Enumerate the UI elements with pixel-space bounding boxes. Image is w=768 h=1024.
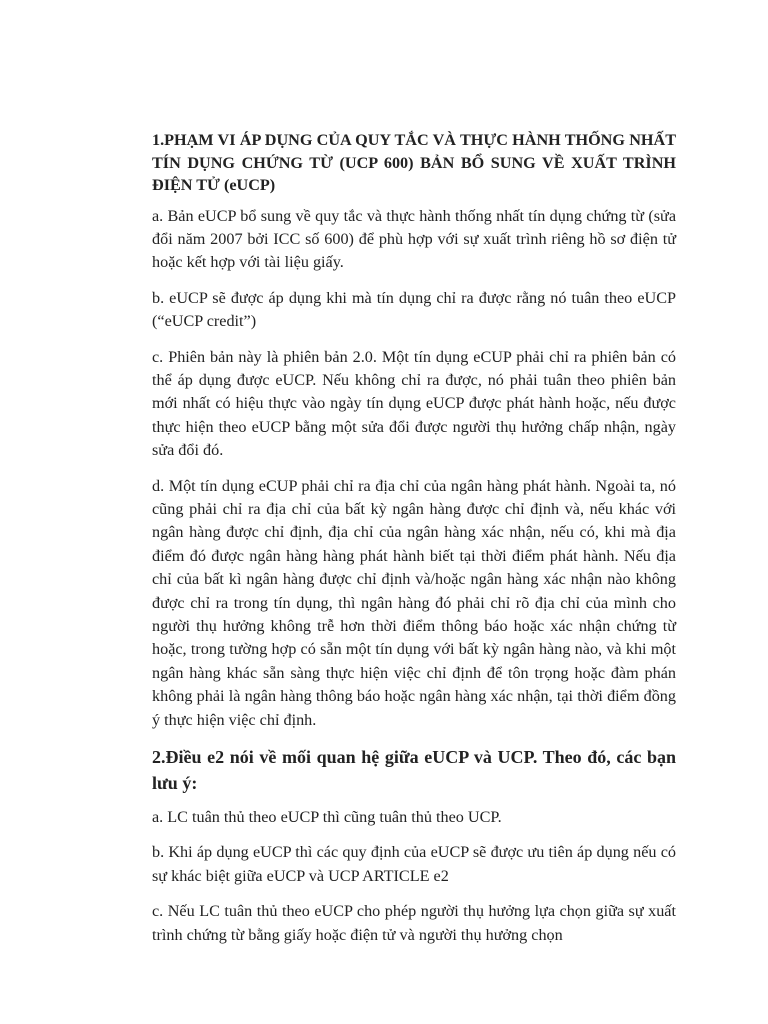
paragraph-2a: a. LC tuân thủ theo eUCP thì cũng tuân thủ theo UCP.	[152, 808, 502, 827]
paragraph-2c: c. Nếu LC tuân thủ theo eUCP cho phép người thụ hưởng lựa chọn giữa sự xuất trình chứng từ bằng giấy hoặc điện tử và người thụ hưởng chọn	[152, 902, 676, 944]
paragraph-b: b. eUCP sẽ được áp dụng khi mà tín dụng chỉ ra được rằng nó tuân theo eUCP (“eUCP credit”)	[152, 288, 676, 331]
paragraph-a: a. Bản eUCP bổ sung về quy tắc và thực hành thống nhất tín dụng chứng từ (sửa đổi năm 2007 bởi ICC số 600) để phù hợp với sự xuất trình riêng hồ sơ điện tử hoặc kết hợp với tài liệu giấy.	[152, 206, 676, 272]
paragraph-d: d. Một tín dụng eCUP phải chỉ ra địa chỉ của ngân hàng phát hành. Ngoài ta, nó cũng phải chỉ ra địa chỉ của bất kỳ ngân hàng được chỉ định và, nếu khác với ngân hàng được chỉ định, địa chỉ của ngân hàng xác nhận, nếu có, khi mà địa điểm đó được ngân hàng hàng phát hành biết tại thời điểm phát hành. Nếu địa chỉ của bất kì ngân hàng được chỉ định và/hoặc ngân hàng xác nhận nào không được chỉ ra trong tín dụng, thì ngân hàng đó phải chỉ rõ địa chỉ của mình cho người thụ hưởng không trễ hơn thời điểm thông báo hoặc xác nhận chứng từ hoặc, trong tường hợp có sẵn một tín dụng với bất kỳ ngân hàng nào, và khi một ngân hàng khác sẵn sàng thực hiện việc chỉ định để tôn trọng hoặc đàm phán không phải là ngân hàng thông báo hoặc ngân hàng xác nhận, tại thời điểm đồng ý thực hiện việc chỉ định.	[152, 476, 676, 729]
section-heading-1: 1.PHẠM VI ÁP DỤNG CỦA QUY TẮC VÀ THỰC HÀNH THỐNG NHẤT TÍN DỤNG CHỨNG TỪ (UCP 600) BẢN BỔ SUNG VỀ XUẤT TRÌNH ĐIỆN TỬ (eUCP)	[152, 131, 676, 194]
paragraph-2b: b. Khi áp dụng eUCP thì các quy định của eUCP sẽ được ưu tiên áp dụng nếu có sự khác biệt giữa eUCP và UCP ARTICLE e2	[152, 843, 676, 885]
paragraph-c: c. Phiên bản này là phiên bản 2.0. Một tín dụng eCUP phải chỉ ra phiên bản có thể áp dụng được eUCP. Nếu không chỉ ra được, nó phải tuân theo phiên bản mới nhất có hiệu thực vào ngày tín dụng eUCP được phát hành hoặc, nếu được thực hiện theo eUCP bằng một sửa đổi được người thụ hưởng chấp nhận, ngày sửa đổi đó.	[152, 347, 676, 460]
document-body	[152, 129, 676, 959]
section-heading-2: 2.Điều e2 nói về mối quan hệ giữa eUCP và UCP. Theo đó, các bạn lưu ý:	[152, 747, 676, 794]
